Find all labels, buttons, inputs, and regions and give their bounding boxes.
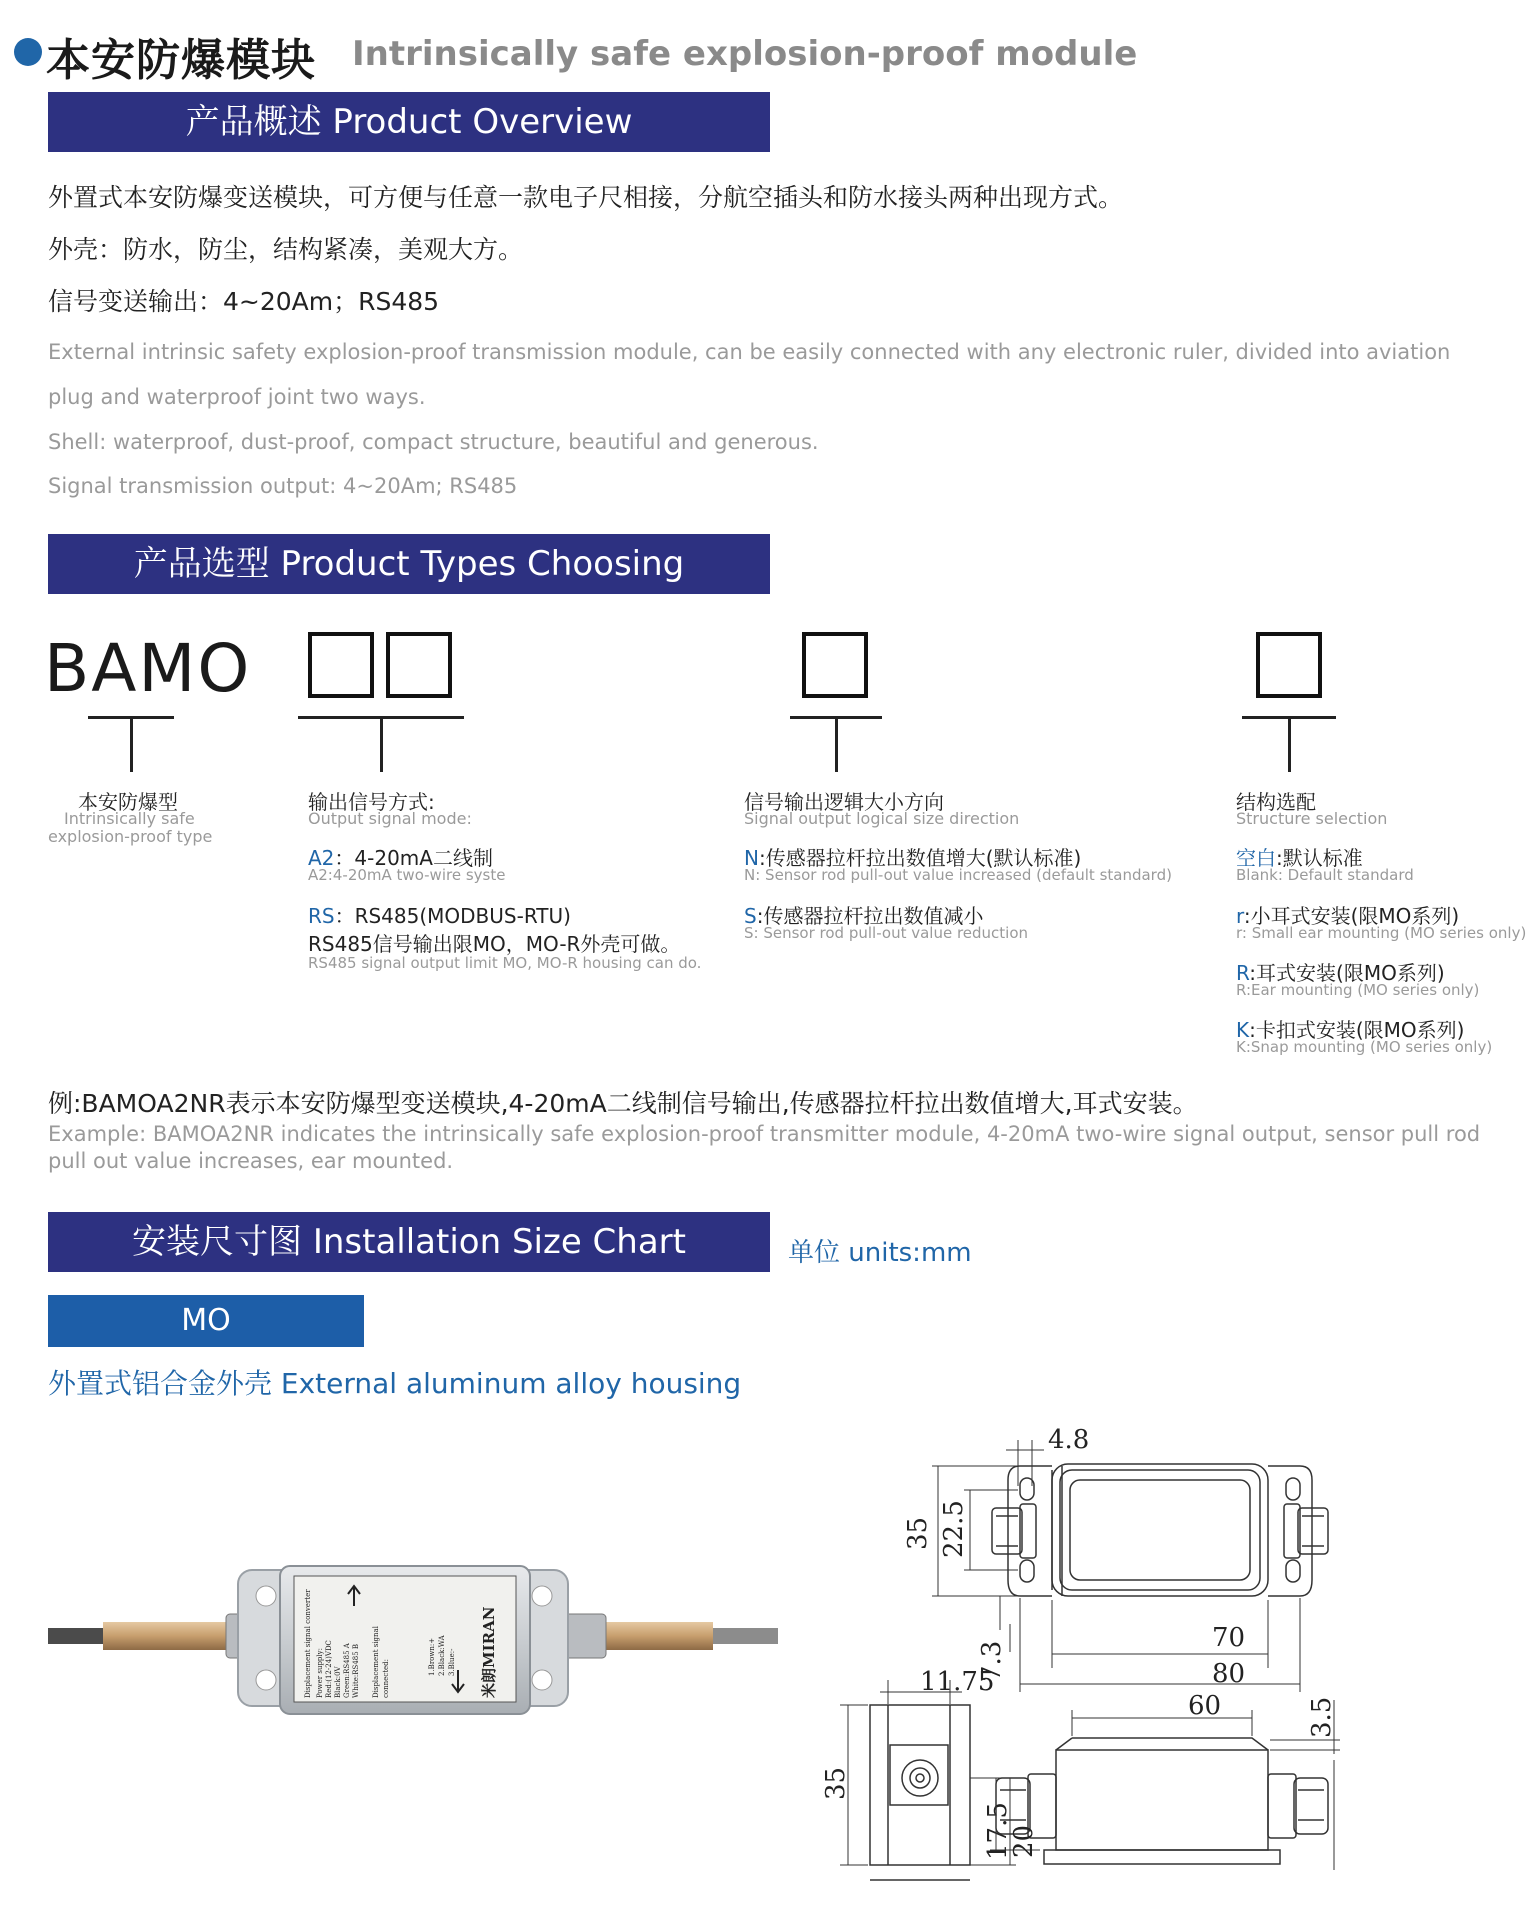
dim-4-8: 4.8	[1048, 1425, 1090, 1455]
overview-heading: 产品概述 Product Overview	[48, 92, 770, 152]
overview-en-line: Signal transmission output: 4~20Am; RS485	[48, 474, 518, 498]
dim-20: 20	[1009, 1824, 1039, 1858]
label-green: Green:RS485 A	[343, 1643, 351, 1698]
example-en: pull out value increases, ear mounted.	[48, 1149, 454, 1173]
type-label-zh: 本安防爆型	[78, 790, 178, 814]
front-view-dims	[990, 1691, 1340, 1870]
label-black: Black:0V	[334, 1666, 342, 1698]
option-k: K:卡扣式安装(限MO系列)	[1236, 1018, 1465, 1042]
option-blank-en: Blank: Default standard	[1236, 866, 1414, 884]
label-disp: Displacement signal	[372, 1626, 380, 1698]
page-title-zh: 本安防爆模块	[46, 35, 316, 86]
option-a2-en: A2:4-20mA two-wire syste	[308, 866, 506, 884]
option-rs-note: RS485信号输出限MO，MO-R外壳可做。	[308, 932, 681, 956]
type-label-en: explosion-proof type	[48, 827, 213, 846]
label-white: White:RS485 B	[352, 1643, 360, 1698]
overview-zh-line: 信号变送输出：4~20Am；RS485	[48, 287, 440, 316]
brand-logo: 米朗MIRAN	[480, 1606, 498, 1698]
example-zh: 例:BAMOA2NR表示本安防爆型变送模块,4-20mA二线制信号输出,传感器拉杆拉出数值增大,耳式安装。	[48, 1089, 1198, 1118]
dim-60: 60	[1188, 1691, 1222, 1721]
overview-zh-line: 外壳：防水，防尘，结构紧凑，美观大方。	[48, 235, 524, 264]
product-photo	[48, 1400, 778, 1740]
dim-70: 70	[1212, 1623, 1246, 1653]
label-supply: Power supply:	[316, 1648, 324, 1698]
option-a2: A2：4-20mA二线制	[308, 846, 493, 870]
overview-en-line: plug and waterproof joint two ways.	[48, 385, 426, 409]
code-box	[802, 632, 868, 698]
dim-35: 35	[903, 1516, 933, 1550]
code-box	[308, 632, 374, 698]
option-blank: 空白:默认标准	[1236, 846, 1363, 870]
option-rs: RS：RS485(MODBUS-RTU)	[308, 904, 571, 928]
top-view-dims	[903, 1425, 1300, 1692]
front-view	[996, 1738, 1328, 1864]
option-r-ear-en: R:Ear mounting (MO series only)	[1236, 981, 1480, 999]
label-p2: 2.Black:WA	[438, 1635, 446, 1676]
code-connector	[130, 716, 133, 772]
structure-label-en: Structure selection	[1236, 809, 1388, 828]
option-n-en: N: Sensor rod pull-out value increased (default standard)	[744, 866, 1172, 884]
units-label: 单位 units:mm	[788, 1238, 972, 1268]
option-n: N:传感器拉杆拉出数值增大(默认标准)	[744, 846, 1082, 870]
label-conn: connected:	[382, 1658, 390, 1698]
housing-caption: 外置式铝合金外壳 External aluminum alloy housing	[48, 1367, 742, 1400]
code-connector	[380, 716, 383, 772]
option-r-small: r:小耳式安装(限MO系列)	[1236, 904, 1460, 928]
structure-label-zh: 结构选配	[1236, 790, 1316, 814]
dim-22-5: 22.5	[939, 1500, 969, 1558]
thread-right	[603, 1622, 713, 1650]
overview-en-line: Shell: waterproof, dust-proof, compact structure, beautiful and generous.	[48, 430, 819, 454]
top-view	[906, 1450, 1328, 1610]
thread-left	[103, 1622, 228, 1650]
dim-80: 80	[1212, 1659, 1246, 1689]
label-p1: 1.Brown:+	[428, 1637, 436, 1676]
model-badge: MO	[48, 1295, 364, 1347]
option-k-en: K:Snap mounting (MO series only)	[1236, 1038, 1493, 1056]
dim-17-5: 17.5	[983, 1802, 1013, 1860]
side-view-dims	[821, 1667, 1016, 1865]
option-r-small-en: r: Small ear mounting (MO series only)	[1236, 924, 1527, 942]
output-mode-label-en: Output signal mode:	[308, 809, 472, 828]
dimension-drawing	[820, 1400, 1520, 1890]
code-box	[386, 632, 452, 698]
direction-label-en: Signal output logical size direction	[744, 809, 1020, 828]
label-red: Red:(12-24)VDC	[325, 1640, 333, 1698]
type-label-en: Intrinsically safe	[64, 809, 195, 828]
overview-en-line: External intrinsic safety explosion-proof transmission module, can be easily connected with any electronic ruler, divided into aviation	[48, 340, 1451, 364]
output-mode-label-zh: 输出信号方式:	[308, 790, 435, 814]
install-heading: 安装尺寸图 Installation Size Chart	[48, 1212, 770, 1272]
code-connector	[835, 716, 838, 772]
option-s-en: S: Sensor rod pull-out value reduction	[744, 924, 1029, 942]
dim-7-3: 7.3	[977, 1640, 1007, 1682]
label-side-text: Displacement signal converter	[304, 1589, 312, 1698]
title-bullet-icon	[14, 38, 42, 66]
dim-11-75: 11.75	[920, 1667, 995, 1697]
example-en: Example: BAMOA2NR indicates the intrinsically safe explosion-proof transmitter module, 4-20mA two-wire signal output, sensor pull rod	[48, 1122, 1481, 1146]
code-connector	[1288, 716, 1291, 772]
code-prefix: BAMO	[44, 630, 252, 707]
dim-35-side: 35	[821, 1766, 851, 1800]
label-p3: 3.Blue:-	[448, 1648, 456, 1676]
overview-zh-line: 外置式本安防爆变送模块，可方便与任意一款电子尺相接，分航空插头和防水接头两种出现方式。	[48, 183, 1124, 212]
side-view	[870, 1705, 970, 1880]
option-rs-en: RS485 signal output limit MO, MO-R housing can do.	[308, 954, 702, 972]
cable-left	[48, 1628, 108, 1644]
direction-label-zh: 信号输出逻辑大小方向	[744, 790, 944, 814]
types-heading: 产品选型 Product Types Choosing	[48, 534, 770, 594]
option-r-ear: R:耳式安装(限MO系列)	[1236, 961, 1445, 985]
cable-right	[708, 1628, 778, 1644]
dim-3-5: 3.5	[1307, 1696, 1337, 1738]
option-s: S:传感器拉杆拉出数值减小	[744, 904, 984, 928]
code-box	[1256, 632, 1322, 698]
page-title-en: Intrinsically safe explosion-proof module	[352, 34, 1138, 74]
